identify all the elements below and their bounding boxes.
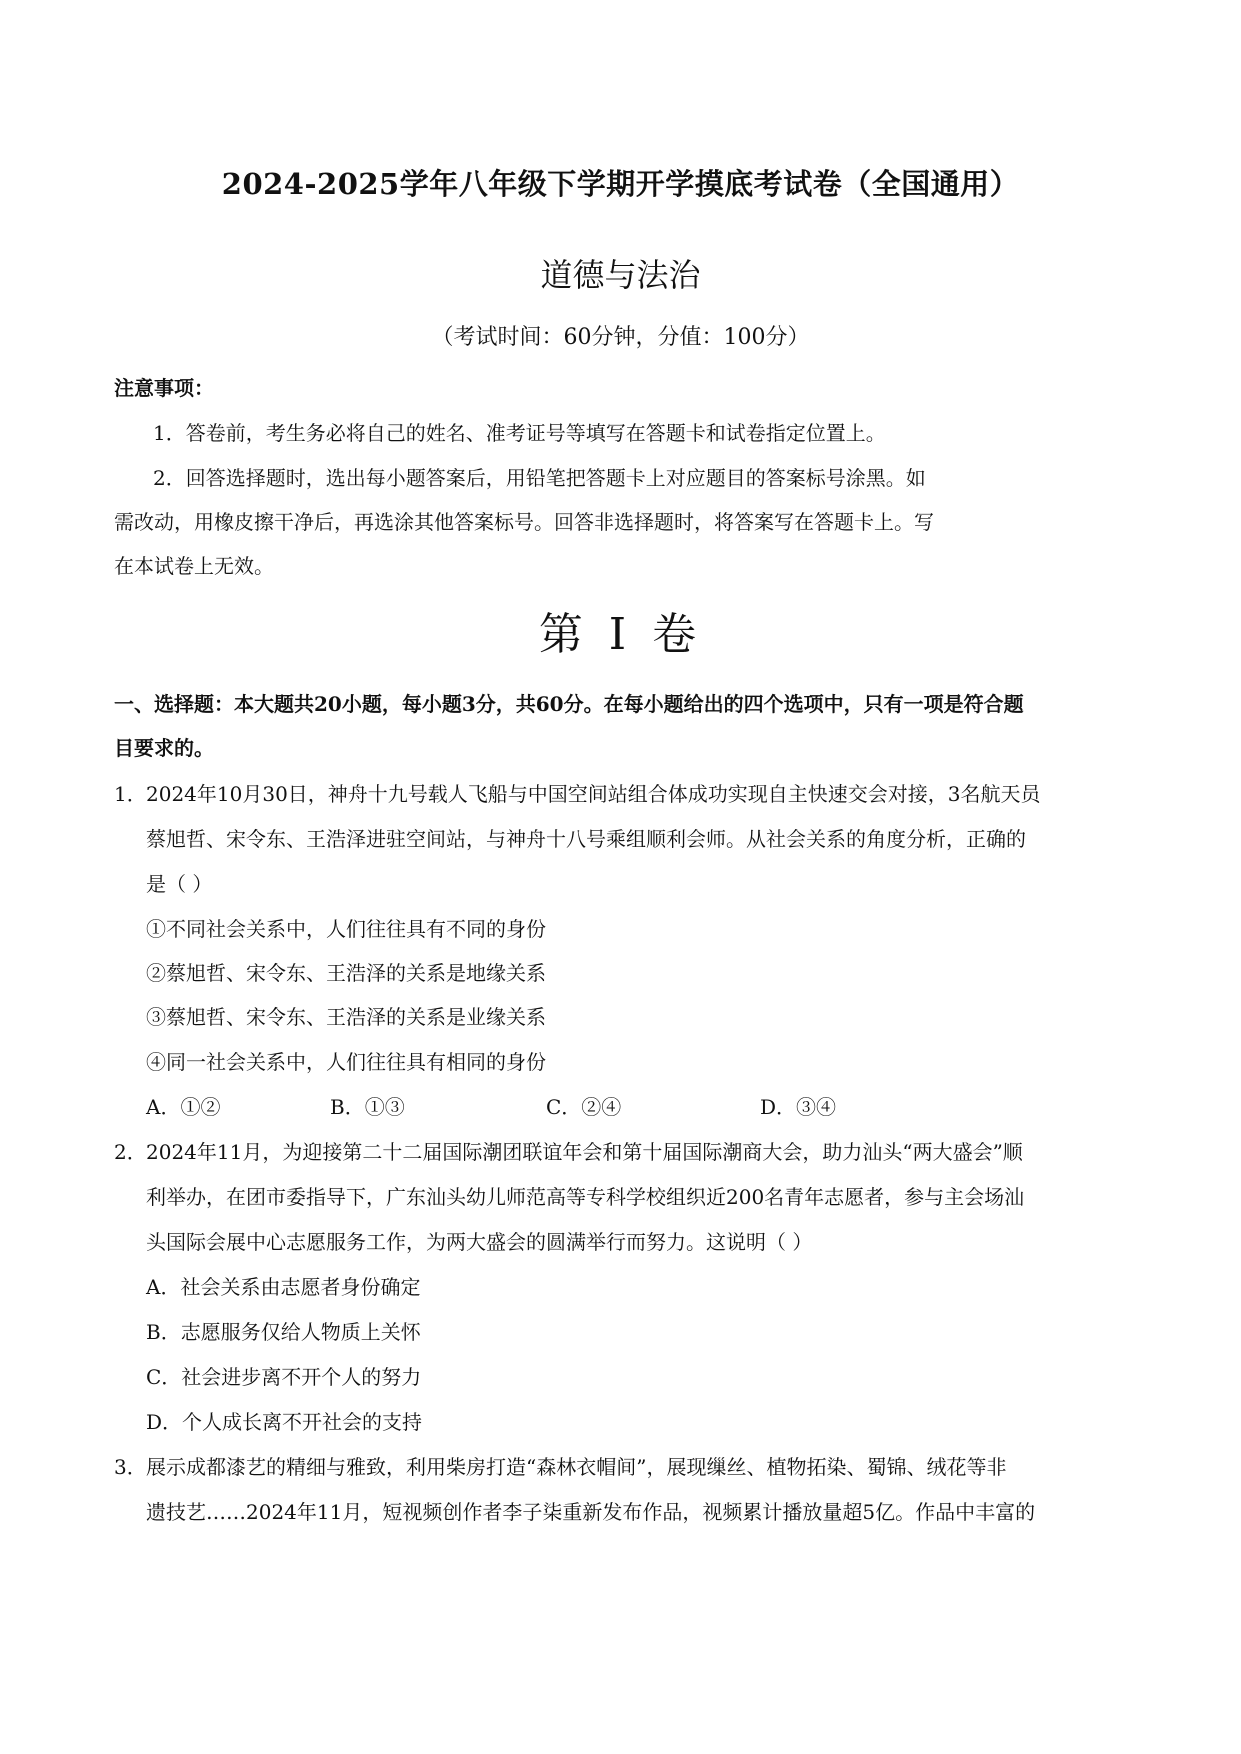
question-2-stem-line-2: 利举办，在团市委指导下，广东汕头幼儿师范高等专科学校组织近200名青年志愿者，参与主会场汕	[146, 1185, 1025, 1209]
exam-info: （考试时间：60分钟，分值：100分）	[431, 325, 810, 350]
question-2-stem-line-3: 头国际会展中心志愿服务工作，为两大盛会的圆满举行而努力。这说明（ ）	[146, 1230, 813, 1254]
subject-title: 道德与法治	[540, 256, 701, 294]
question-2-option-a[interactable]: A．社会关系由志愿者身份确定	[146, 1275, 421, 1299]
section-heading-line-2: 目要求的。	[114, 736, 214, 760]
exam-title: 2024-2025学年八年级下学期开学摸底考试卷（全国通用）	[221, 167, 1020, 201]
section-heading-line-1: 一、选择题：本大题共20小题，每小题3分，共60分。在每小题给出的四个选项中，只有一项是符合题	[114, 692, 1024, 716]
question-1-option-a[interactable]: A．①②	[146, 1095, 221, 1119]
note-item-2-line-2: 需改动，用橡皮擦干净后，再选涂其他答案标号。回答非选择题时，将答案写在答题卡上。写	[114, 510, 934, 534]
notes-heading: 注意事项：	[114, 376, 214, 400]
question-1-option-c[interactable]: C．②④	[546, 1095, 622, 1119]
question-1-statement-2: ②蔡旭哲、宋令东、王浩泽的关系是地缘关系	[146, 961, 546, 985]
question-1-statement-3: ③蔡旭哲、宋令东、王浩泽的关系是业缘关系	[146, 1005, 546, 1029]
question-1-stem-line-3: 是（ ）	[146, 872, 213, 896]
question-1-number: 1．	[114, 782, 147, 806]
question-1-statement-1: ①不同社会关系中，人们往往具有不同的身份	[146, 917, 546, 941]
question-2-number: 2．	[114, 1140, 147, 1164]
volume-heading: 第 I 卷	[538, 609, 703, 660]
question-1-option-d[interactable]: D．③④	[760, 1095, 837, 1119]
question-3-stem-line-2: 遗技艺……2024年11月，短视频创作者李子柒重新发布作品，视频累计播放量超5亿。作品中丰富的	[146, 1500, 1036, 1524]
question-3-stem-line-1: 展示成都漆艺的精细与雅致，利用柴房打造“森林衣帽间”，展现缫丝、植物拓染、蜀锦、绒花等非	[146, 1455, 1007, 1479]
note-item-1: 1．答卷前，考生务必将自己的姓名、准考证号等填写在答题卡和试卷指定位置上。	[153, 421, 886, 445]
question-1-statement-4: ④同一社会关系中，人们往往具有相同的身份	[146, 1050, 546, 1074]
note-item-2-line-3: 在本试卷上无效。	[114, 554, 274, 578]
question-2-stem-line-1: 2024年11月，为迎接第二十二届国际潮团联谊年会和第十届国际潮商大会，助力汕头“两大盛会”顺	[146, 1140, 1023, 1164]
note-item-2-line-1: 2．回答选择题时，选出每小题答案后，用铅笔把答题卡上对应题目的答案标号涂黑。如	[153, 466, 926, 490]
question-3-number: 3．	[114, 1455, 147, 1479]
question-1-stem-line-2: 蔡旭哲、宋令东、王浩泽进驻空间站，与神舟十八号乘组顺利会师。从社会关系的角度分析，正确的	[146, 827, 1026, 851]
question-2-option-b[interactable]: B．志愿服务仅给人物质上关怀	[146, 1320, 421, 1344]
question-1-stem-line-1: 2024年10月30日，神舟十九号载人飞船与中国空间站组合体成功实现自主快速交会对接，3名航天员	[146, 782, 1041, 806]
question-1-option-b[interactable]: B．①③	[330, 1095, 405, 1119]
question-2-option-c[interactable]: C．社会进步离不开个人的努力	[146, 1365, 422, 1389]
question-2-option-d[interactable]: D．个人成长离不开社会的支持	[146, 1410, 423, 1434]
